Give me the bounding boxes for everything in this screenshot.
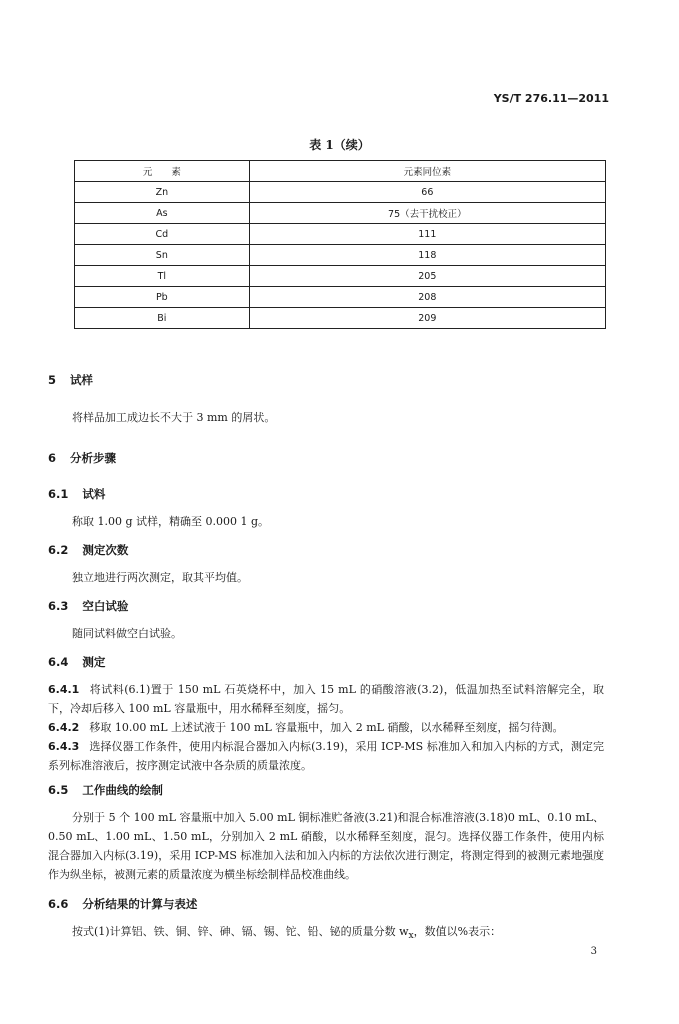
section-5-text: 将样品加工成边长不大于 3 mm 的屑状。: [72, 411, 276, 424]
isotope-cell: 111: [249, 224, 605, 245]
section-6-5-text: 分别于 5 个 100 mL 容量瓶中加入 5.00 mL 铜标准贮备液(3.21)和混合标准溶液(3.18)0 mL、0.10 mL、0.50 mL、1.00 mL、1.50 mL，分别加入 2 mL 硝酸，以水稀释至刻度，混匀。选择仪器工作条件，使用内标混合器加入内标(3.19)，采用 ICP-MS 标准加入法和加入内标的方法依次进行测定，将测定得到的被测元素地强度作为纵坐标，被测元素的质量浓度为横坐标绘制样品校准曲线。: [48, 811, 604, 881]
paragraph-number: 6.4.1: [48, 683, 80, 696]
section-title: 试料: [82, 487, 106, 501]
section-6-4-3: [48, 737, 604, 775]
standard-code: YS/T 276.11—2011: [493, 92, 609, 105]
isotope-table: [74, 160, 606, 329]
section-title: 空白试验: [82, 599, 129, 613]
table-row: [75, 224, 606, 245]
section-6-6-text: [48, 922, 604, 945]
subscript: x: [408, 930, 414, 942]
section-number: 6.3: [48, 599, 69, 613]
section-title: 测定次数: [82, 543, 129, 557]
paragraph-text: 移取 10.00 mL 上述试液于 100 mL 容量瓶中，加入 2 mL 硝酸，以水稀释至刻度，摇匀待测。: [89, 721, 564, 734]
section-number: 6: [48, 451, 57, 465]
section-heading-6-5: [48, 782, 163, 798]
table-row: [75, 203, 606, 224]
table-row: [75, 245, 606, 266]
section-number: 6.4: [48, 655, 69, 669]
element-cell: Zn: [75, 182, 250, 203]
isotope-cell: 205: [249, 266, 605, 287]
section-number: 6.6: [48, 897, 69, 911]
table-row: [75, 287, 606, 308]
element-cell: Sn: [75, 245, 250, 266]
element-cell: Tl: [75, 266, 250, 287]
section-heading-6-1: [48, 486, 105, 502]
section-6-1-text: 称取 1.00 g 试样，精确至 0.000 1 g。: [72, 515, 270, 528]
paragraph-number: 6.4.2: [48, 721, 80, 734]
section-6-3-text: 随同试料做空白试验。: [72, 627, 182, 640]
section-heading-6: [48, 450, 116, 466]
section-number: 6.1: [48, 487, 69, 501]
column-header: 元素同位素: [249, 161, 605, 182]
element-cell: Bi: [75, 308, 250, 329]
section-6-4-1: [48, 680, 604, 718]
paragraph-text: 选择仪器工作条件，使用内标混合器加入内标(3.19)，采用 ICP-MS 标准加入和加入内标的方式，测定完系列标准溶液后，按序测定试液中各杂质的质量浓度。: [48, 740, 604, 772]
section-title: 试样: [70, 373, 94, 387]
section-title: 分析步骤: [70, 451, 117, 465]
section-title: 工作曲线的绘制: [82, 783, 163, 797]
section-heading-5: [48, 372, 93, 388]
element-cell: Pb: [75, 287, 250, 308]
paragraph-text: 按式(1)计算铝、铁、铜、锌、砷、镉、锡、铊、铅、铋的质量分数 w: [72, 925, 409, 938]
section-6-2-text: 独立地进行两次测定，取其平均值。: [72, 571, 248, 584]
isotope-cell: 209: [249, 308, 605, 329]
section-heading-6-4: [48, 654, 105, 670]
section-title: 分析结果的计算与表述: [82, 897, 198, 911]
isotope-cell: 66: [249, 182, 605, 203]
table-title: 表 1（续）: [309, 138, 370, 152]
section-title: 测定: [82, 655, 106, 669]
isotope-cell: 208: [249, 287, 605, 308]
section-6-4-2: [48, 718, 604, 737]
page-number: 3: [590, 946, 597, 957]
section-number: 6.5: [48, 783, 69, 797]
section-heading-6-6: [48, 896, 197, 912]
column-header: 元 素: [75, 161, 250, 182]
table-row: [75, 308, 606, 329]
paragraph-number: 6.4.3: [48, 740, 80, 753]
section-heading-6-2: [48, 542, 128, 558]
table-row: [75, 182, 606, 203]
table-header-row: [75, 161, 606, 182]
section-heading-6-3: [48, 598, 128, 614]
isotope-cell: 118: [249, 245, 605, 266]
element-cell: Cd: [75, 224, 250, 245]
table-row: [75, 266, 606, 287]
paragraph-text-end: ，数值以%表示：: [413, 925, 502, 938]
paragraph-text: 将试料(6.1)置于 150 mL 石英烧杯中，加入 15 mL 的硝酸溶液(3.2)，低温加热至试料溶解完全，取下，冷却后移入 100 mL 容量瓶中，用水稀释至刻度，摇匀。: [48, 683, 604, 715]
section-number: 5: [48, 373, 57, 387]
element-cell: As: [75, 203, 250, 224]
isotope-cell: 75（去干扰校正）: [249, 203, 605, 224]
section-number: 6.2: [48, 543, 69, 557]
